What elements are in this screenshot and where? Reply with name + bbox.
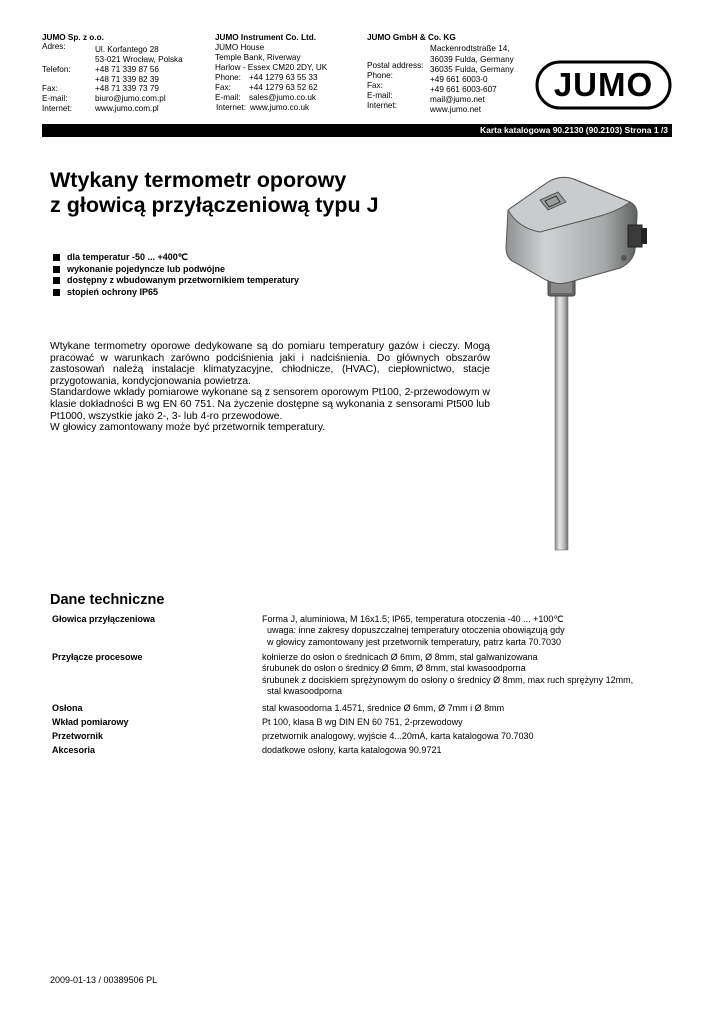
title-line-1: Wtykany termometr oporowy — [50, 168, 347, 192]
feature-item: stopień ochrony IP65 — [53, 287, 299, 299]
tech-key: Głowica przyłączeniowa — [52, 614, 156, 624]
tech-key: Osłona — [52, 703, 83, 713]
pl-label-address: Adres: — [42, 42, 66, 51]
intro-paragraph: Standardowe wkłady pomiarowe wykonane są z sensorem oporowym Pt100, 2-przewodowym w klasie dokładności B wg EN 60 751. Na życzenie dostępne są wykonania z sensorami Pt500 lub Pt1000, wszystkie jako 2-, 3- lub 4-ro przewodowe. — [50, 387, 490, 422]
uk-internet-label: Internet: — [216, 103, 247, 112]
tech-value: Pt 100, klasa B wg DIN EN 60 751, 2-przewodowy — [262, 717, 463, 727]
tech-value: dodatkowe osłony, karta katalogowa 90.9721 — [262, 745, 442, 755]
de-label-fax: Fax: — [367, 81, 383, 90]
tech-value: przetwornik analogowy, wyjście 4...20mA, karta katalogowa 70.7030 — [262, 731, 534, 741]
uk-phone-label: Phone: — [215, 73, 241, 82]
tech-key: Przyłącze procesowe — [52, 652, 143, 662]
pl-label-fax: Fax: — [42, 84, 58, 93]
de-line-2: 36039 Fulda, Germany — [430, 55, 514, 64]
de-line-1: Mackenrodtstraße 14, — [430, 44, 510, 53]
feature-list — [53, 252, 299, 298]
feature-item: dla temperatur -50 ... +400℃ — [53, 252, 299, 264]
tech-key: Wkład pomiarowy — [52, 717, 129, 727]
tech-value: uwaga: inne zakresy dopuszczalnej temperatury otoczenia obowiązują gdy — [262, 625, 565, 636]
uk-line-1: JUMO House — [215, 43, 265, 52]
de-label-postal: Postal address: — [367, 61, 424, 70]
de-company: JUMO GmbH & Co. KG — [367, 33, 456, 42]
de-line-6[interactable]: mail@jumo.net — [430, 95, 485, 104]
uk-fax-label: Fax: — [215, 83, 231, 92]
tech-value: śrubunek z dociskiem sprężynowym do osłony o średnicy Ø 8mm, max ruch sprężyny 12mm, — [262, 674, 634, 685]
uk-phone: +44 1279 63 55 33 — [249, 73, 318, 82]
de-label-email: E-mail: — [367, 91, 393, 100]
uk-email-label: E-mail: — [215, 93, 241, 102]
intro-text — [50, 341, 490, 434]
tech-row — [50, 614, 680, 652]
pl-phone-1: +48 71 339 87 56 — [95, 65, 159, 74]
intro-paragraph: Wtykane termometry oporowe dedykowane są do pomiaru temperatury gazów i cieczy. Mogą pracować w warunkach zarówno podciśnienia jaki i nadciśnienia. Do głównych obszarów zastosowań należą instalacje klimatyzacyjne, chłodnicze, (HVAC), ciepłownictwo, stacje przygotowania, kondycjonowania powietrza. — [50, 341, 490, 387]
uk-email[interactable]: sales@jumo.co.uk — [249, 93, 317, 102]
de-line-3: 36035 Fulda, Germany — [430, 65, 514, 74]
uk-internet[interactable]: www.jumo.co.uk — [250, 103, 310, 112]
feature-item: wykonanie pojedyncze lub podwójne — [53, 264, 299, 276]
de-label-phone: Phone: — [367, 71, 393, 80]
catalog-bar: Karta katalogowa 90.2130 (90.2103) Strona 1 /3 — [42, 124, 672, 137]
tech-value: w głowicy zamontowany jest przetwornik temperatury, patrz karta 70.7030 — [262, 636, 561, 647]
uk-company: JUMO Instrument Co. Ltd. — [215, 33, 316, 42]
de-label-internet: Internet: — [367, 101, 398, 110]
tech-key: Akcesoria — [52, 745, 96, 755]
pl-label-email: E-mail: — [42, 94, 68, 103]
de-line-4: +49 661 6003-0 — [430, 75, 488, 84]
pl-label-internet: Internet: — [42, 104, 73, 113]
tech-value: stal kwasoodporna — [262, 685, 343, 696]
tech-data-table — [50, 614, 680, 759]
tech-key: Przetwornik — [52, 731, 104, 741]
pl-fax: +48 71 339 73 79 — [95, 84, 159, 93]
de-line-5: +49 661 6003-607 — [430, 85, 497, 94]
tech-row — [50, 745, 680, 759]
pl-company: JUMO Sp. z o.o. — [42, 33, 104, 42]
pl-address-2: 53-021 Wrocław, Polska — [95, 55, 183, 64]
pl-label-phone: Telefon: — [42, 65, 71, 74]
section-title: Dane techniczne — [50, 592, 165, 608]
page-title — [50, 168, 379, 218]
pl-address-1: Ul. Korfantego 28 — [95, 45, 159, 54]
uk-line-3: Harlow - Essex CM20 2DY, UK — [215, 63, 328, 72]
header-pl — [42, 33, 202, 118]
logo-text: JUMO — [553, 66, 654, 103]
uk-fax: +44 1279 63 52 62 — [249, 83, 318, 92]
tech-row — [50, 652, 680, 703]
tech-row — [50, 717, 680, 731]
footer-code: 2009-01-13 / 00389506 PL — [50, 975, 158, 985]
jumo-logo — [535, 60, 672, 110]
intro-paragraph: W głowicy zamontowany może być przetwornik temperatury. — [50, 422, 326, 434]
header-de — [367, 33, 527, 118]
tech-row — [50, 731, 680, 745]
tech-value: kołnierze do osłon o średnicach Ø 6mm, Ø 8mm, stal galwanizowana — [262, 652, 538, 662]
pl-internet[interactable]: www.jumo.com.pl — [95, 104, 159, 113]
tech-value: stal kwasoodorna 1.4571, średnice Ø 6mm, Ø 7mm i Ø 8mm — [262, 703, 505, 713]
tech-row — [50, 703, 680, 717]
pl-phone-2: +48 71 339 82 39 — [95, 75, 159, 84]
pl-email[interactable]: biuro@jumo.com.pl — [95, 94, 166, 103]
title-line-2: z głowicą przyłączeniową typu J — [50, 193, 379, 217]
de-line-7[interactable]: www.jumo.net — [430, 105, 481, 114]
thermometer-image — [500, 170, 660, 555]
header-uk — [215, 33, 365, 118]
tech-value: śrubunek do osłon o średnicy Ø 6mm, Ø 8mm, stal kwasoodporna — [262, 663, 526, 674]
uk-line-2: Temple Bank, Riverway — [215, 53, 301, 62]
tech-value: Forma J, aluminiowa, M 16x1.5; IP65, temperatura otoczenia -40 ... +100℃ — [262, 614, 564, 624]
feature-item: dostępny z wbudowanym przetwornikiem temperatury — [53, 275, 299, 287]
